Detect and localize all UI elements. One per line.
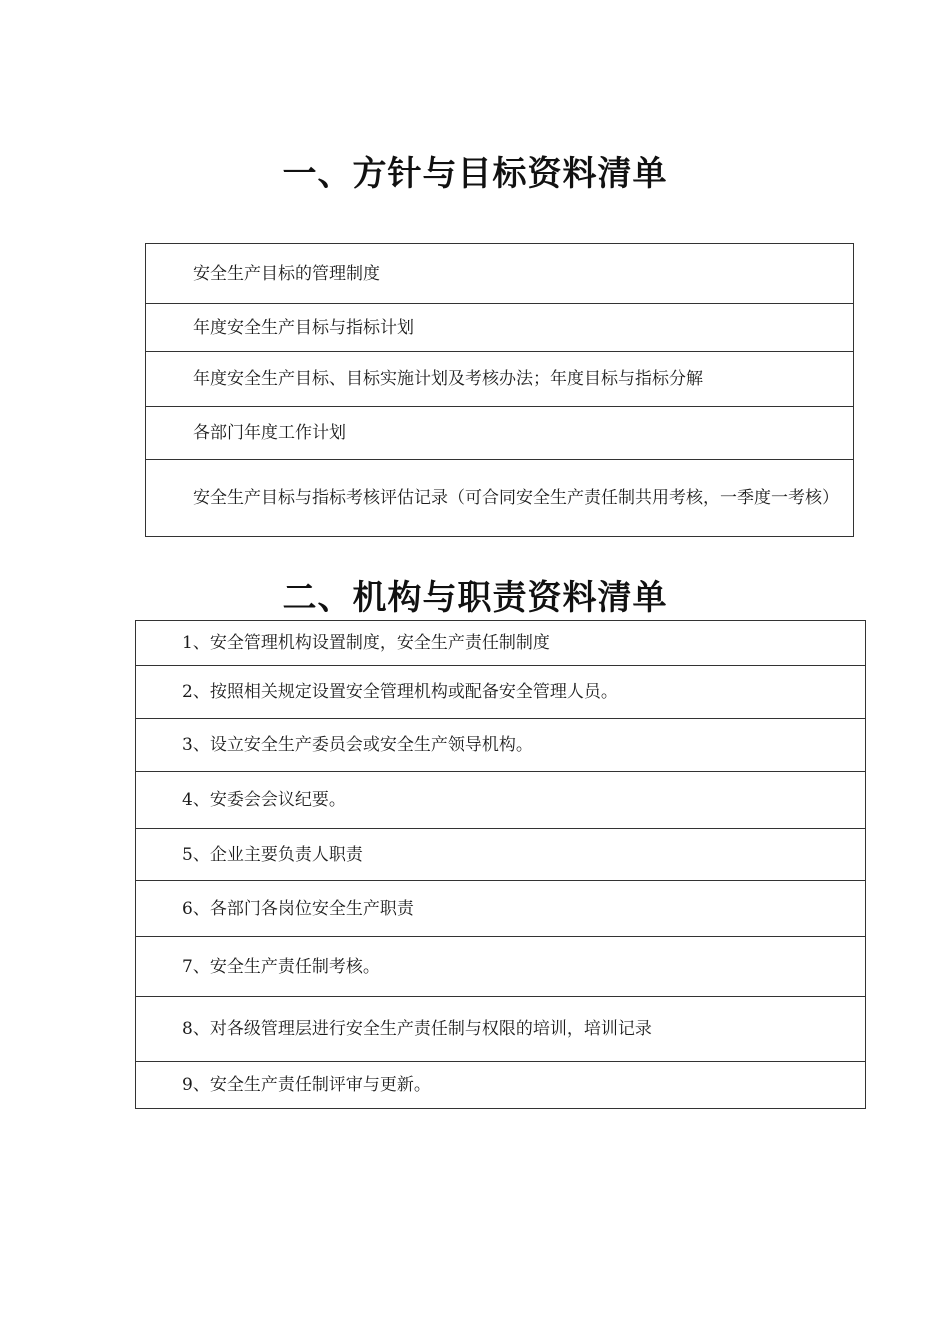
section-2-table — [135, 620, 866, 1109]
table-row — [136, 772, 866, 829]
table-row — [136, 829, 866, 881]
list-item: 3、设立安全生产委员会或安全生产领导机构。 — [136, 719, 866, 772]
list-item: 5、企业主要负责人职责 — [136, 829, 866, 881]
table-row — [136, 1062, 866, 1109]
table-row — [136, 937, 866, 997]
table-row — [146, 352, 854, 407]
list-item: 6、各部门各岗位安全生产职责 — [136, 881, 866, 937]
list-item: 安全生产目标的管理制度 — [146, 244, 854, 304]
list-item: 各部门年度工作计划 — [146, 407, 854, 460]
list-item: 8、对各级管理层进行安全生产责任制与权限的培训，培训记录 — [136, 997, 866, 1062]
table-row — [136, 666, 866, 719]
list-item: 4、安委会会议纪要。 — [136, 772, 866, 829]
list-item: 年度安全生产目标、目标实施计划及考核办法；年度目标与指标分解 — [146, 352, 854, 407]
table-row — [146, 244, 854, 304]
table-row — [136, 881, 866, 937]
table-row — [136, 997, 866, 1062]
list-item: 年度安全生产目标与指标计划 — [146, 304, 854, 352]
table-row — [146, 304, 854, 352]
section-2-title: 二、机构与职责资料清单 — [282, 578, 668, 618]
table-row — [136, 621, 866, 666]
table-row — [146, 407, 854, 460]
table-row — [136, 719, 866, 772]
list-item: 9、安全生产责任制评审与更新。 — [136, 1062, 866, 1109]
list-item: 1、安全管理机构设置制度，安全生产责任制制度 — [136, 621, 866, 666]
list-item: 安全生产目标与指标考核评估记录（可合同安全生产责任制共用考核，一季度一考核） — [146, 460, 854, 537]
list-item: 2、按照相关规定设置安全管理机构或配备安全管理人员。 — [136, 666, 866, 719]
section-1-table — [145, 243, 854, 537]
section-1-title: 一、方针与目标资料清单 — [282, 154, 668, 194]
list-item: 7、安全生产责任制考核。 — [136, 937, 866, 997]
table-row — [146, 460, 854, 537]
